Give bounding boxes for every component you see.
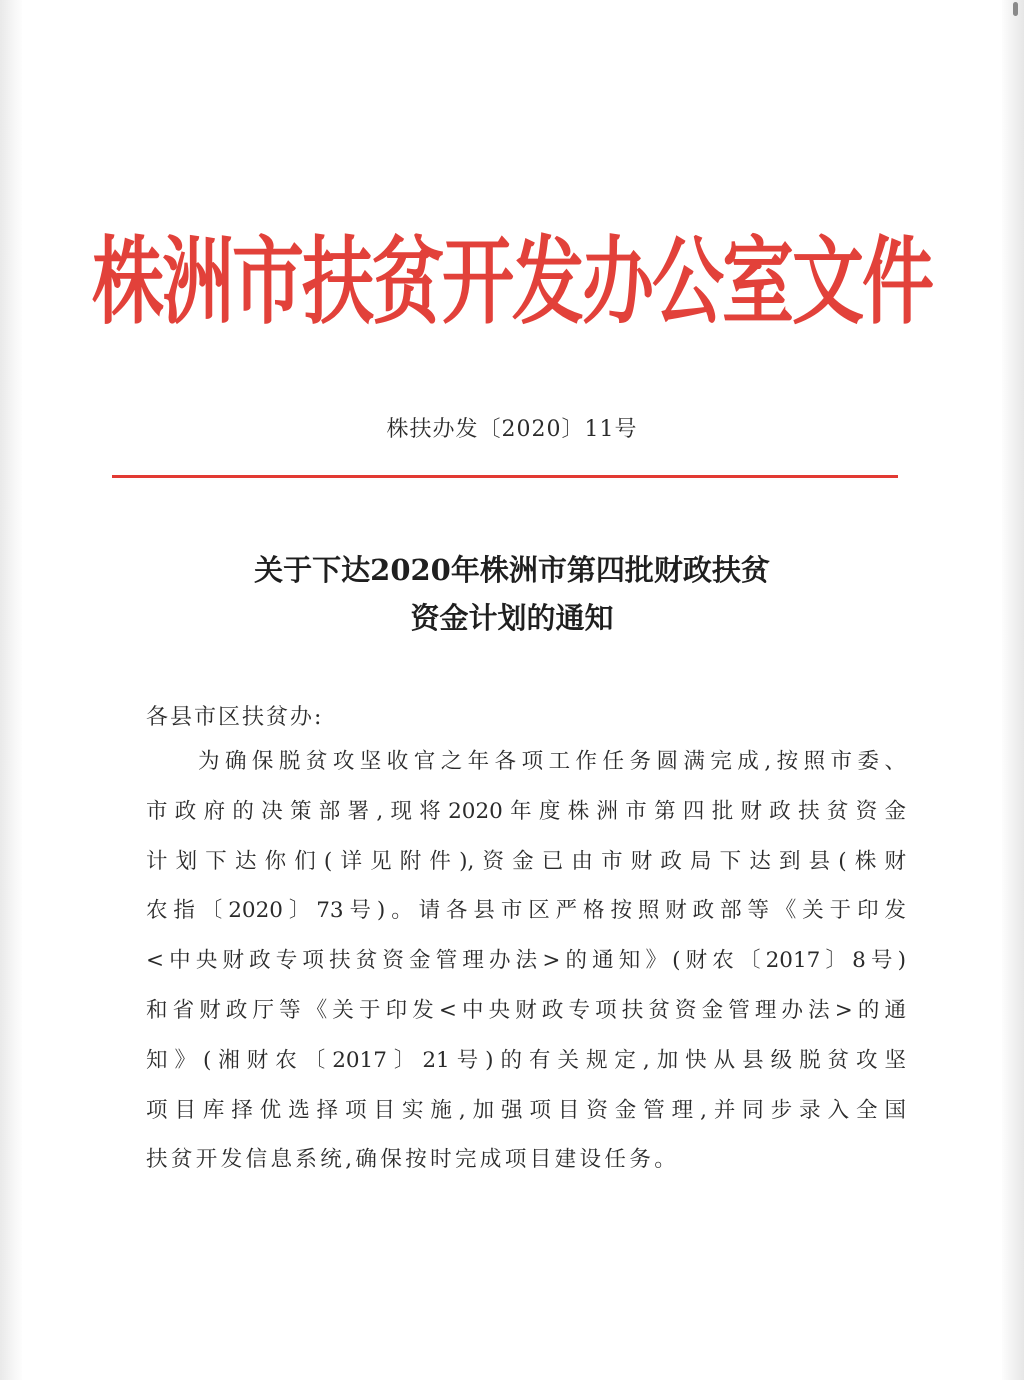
notice-title-line: 资金计划的通知	[410, 601, 614, 635]
body-line: 扶贫开发信息系统,确保按时完成项目建设任务。	[146, 1147, 680, 1173]
notice-title	[22, 546, 1002, 642]
salutation: 各县市区扶贫办:	[146, 705, 324, 730]
body-line: 为确保脱贫攻坚收官之年各项工作任务圆满完成,按照市委、	[198, 749, 906, 774]
left-page-edge	[0, 0, 22, 1380]
notice-title-line: 关于下达2020年株洲市第四批财政扶贫	[254, 553, 770, 587]
body-line: 农指〔2020〕73号)。请各县市区严格按照财政部等《关于印发	[146, 898, 906, 924]
body-line: 计划下达你们(详见附件),资金已由市财政局下达到县(株财	[146, 848, 906, 874]
body-line: 市政府的决策部署,现将2020年度株洲市第四批财政扶贫资金	[146, 798, 906, 824]
body-line: 知》(湘财农〔2017〕21号)的有关规定,加快从县级脱贫攻坚	[146, 1047, 906, 1073]
red-header-title: 株洲市扶贫开发办公室文件	[91, 224, 932, 337]
body-text	[146, 742, 906, 1190]
body-line: 和省财政厅等《关于印发<中央财政专项扶贫资金管理办法>的通	[146, 997, 906, 1023]
document-number: 株扶办发〔2020〕11号	[386, 417, 638, 442]
red-divider-line	[112, 475, 898, 478]
right-page-edge	[1002, 0, 1024, 1380]
scrollbar-thumb[interactable]	[1013, 2, 1018, 16]
document-page	[22, 0, 1002, 1380]
body-line: <中央财政专项扶贫资金管理办法>的通知》(财农〔2017〕8号)	[146, 948, 906, 974]
body-line: 项目库择优选择项目实施,加强项目资金管理,并同步录入全国	[146, 1097, 906, 1123]
